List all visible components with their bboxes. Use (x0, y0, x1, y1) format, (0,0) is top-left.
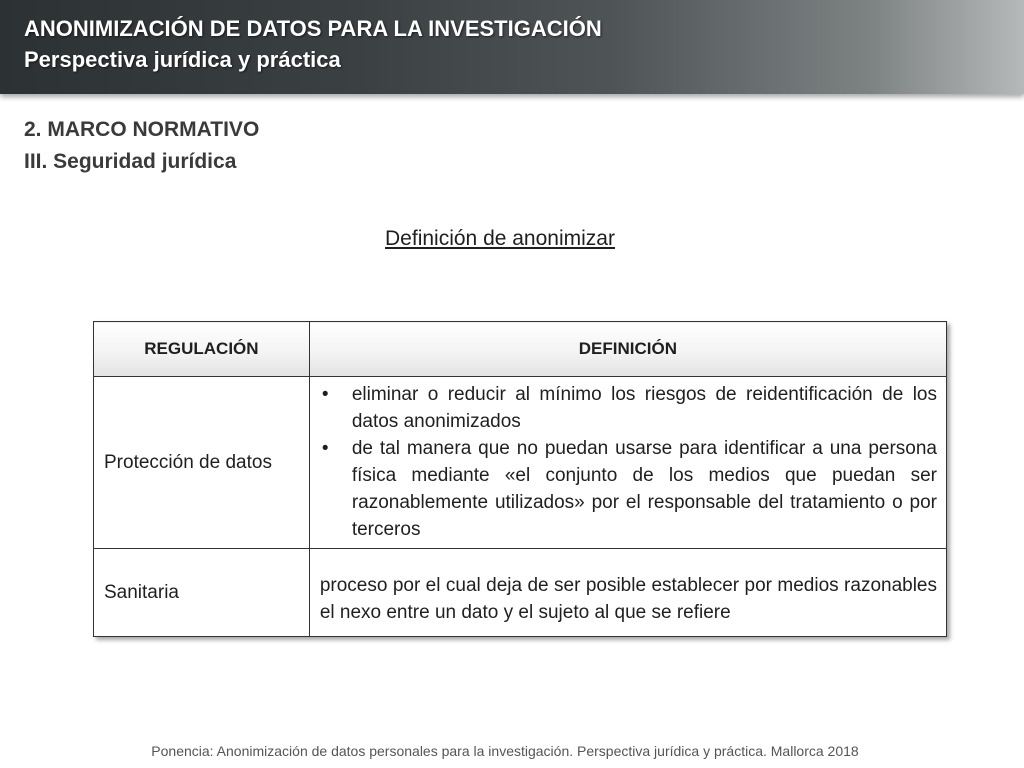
table-row (94, 377, 947, 549)
bullet-text: de tal manera que no puedan usarse para identificar a una persona física mediante «el conjunto de los medios que puedan ser razonablemente utilizados» por el responsable del tratamiento o por terceros (351, 438, 937, 540)
column-header-definition: DEFINICIÓN (309, 322, 946, 377)
bullet-icon: • (321, 384, 329, 405)
presentation-subtitle: Perspectiva jurídica y práctica (24, 47, 341, 72)
title-banner (0, 0, 1024, 94)
definition-cell: proceso por el cual deja de ser posible establecer por medios razonables el nexo entre un dato y el sujeto al que se refiere (309, 549, 946, 637)
bullet-text: eliminar o reducir al mínimo los riesgos de reidentificación de los datos anonimizados (351, 384, 937, 432)
bullet-icon: • (321, 438, 329, 459)
section-heading: 2. MARCO NORMATIVO (24, 118, 260, 141)
section-subheading: III. Seguridad jurídica (24, 150, 237, 173)
definitions-table (93, 321, 947, 637)
table-caption: Definición de anonimizar (385, 227, 615, 250)
footer-citation: Ponencia: Anonimización de datos personales para la investigación. Perspectiva jurídica y práctica. Mallorca 2018 (151, 743, 859, 759)
list-item (320, 381, 937, 435)
definition-bullet-list (320, 381, 937, 543)
regulation-cell: Sanitaria (94, 549, 310, 637)
column-header-regulation: REGULACIÓN (94, 322, 310, 377)
table-header-row (94, 322, 947, 377)
presentation-title: ANONIMIZACIÓN DE DATOS PARA LA INVESTIGACIÓN (24, 16, 602, 41)
regulation-cell: Protección de datos (94, 377, 310, 549)
list-item (320, 435, 937, 543)
definition-cell (309, 377, 946, 549)
table-row (94, 549, 947, 637)
